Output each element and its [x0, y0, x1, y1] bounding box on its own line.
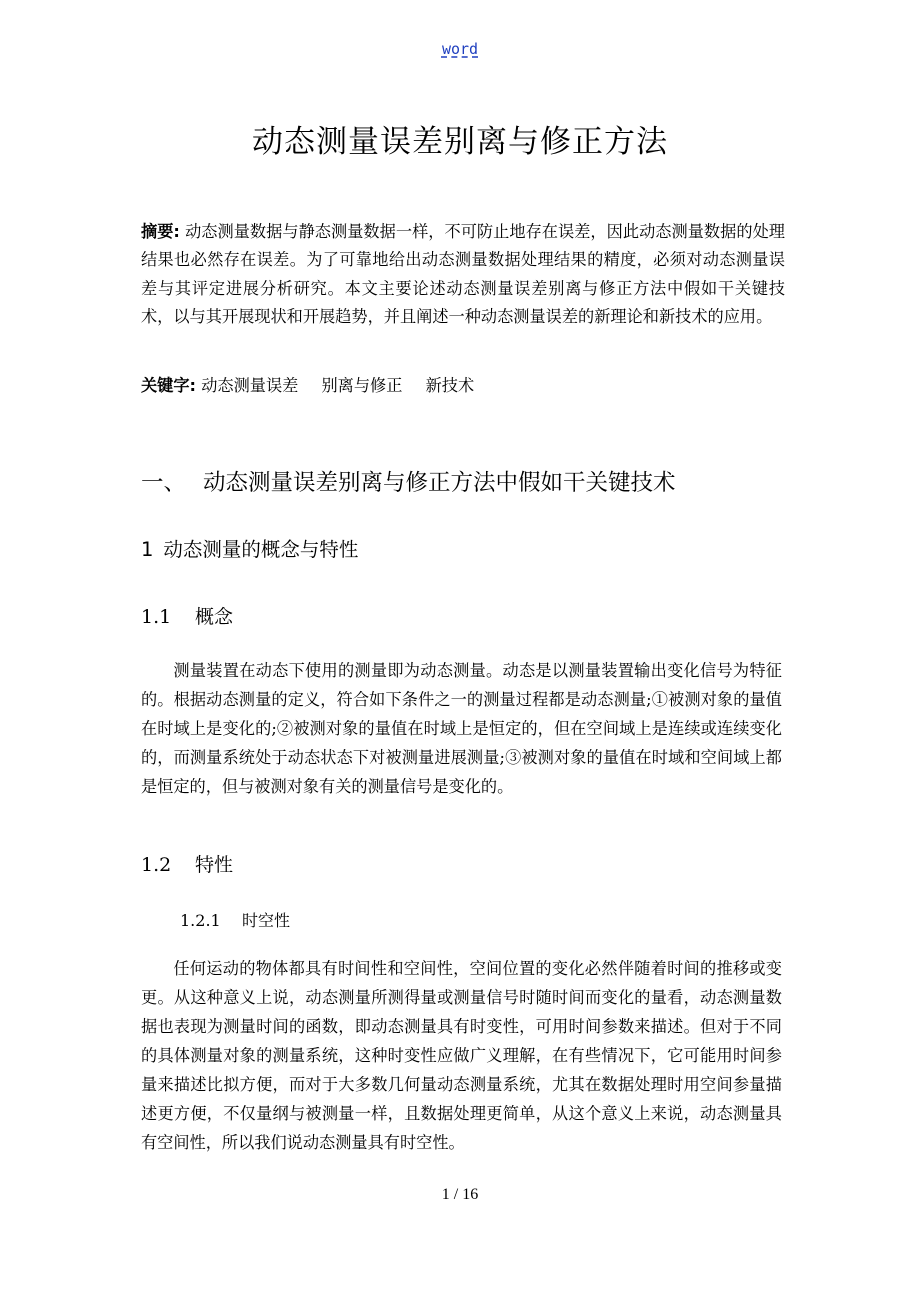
subsection-heading-1-2-1 — [180, 907, 290, 935]
document-title: 动态测量误差别离与修正方法 — [252, 124, 668, 160]
subsection-title: 动态测量的概念与特性 — [163, 538, 359, 561]
subsection-number: 1 — [141, 538, 154, 561]
subsection-number: 1.2.1 — [180, 911, 221, 930]
spacetime-paragraph: 任何运动的物体都具有时间性和空间性，空间位置的变化必然伴随着时间的推移或变更。从这种意义上说，动态测量所测得量或测量信号时随时间而变化的量看，动态测量数据也表现为测量时间的函数，即动态测量具有时变性，可用时间参数来描述。但对于不同的具体测量对象的测量系统，这种时变性应做广义理解，在有些情况下，它可能用时间参量来描述比拟方便，而对于大多数几何量动态测量系统，尤其在数据处理时用空间参量描述更方便，不仅量纲与被测量一样，且数据处理更简单，从这个意义上来说，动态测量具有空间性，所以我们说动态测量具有时空性。 — [141, 959, 782, 1152]
keywords-block — [141, 372, 785, 400]
abstract-label: 摘要: — [141, 222, 180, 241]
subsection-heading-1-2 — [141, 850, 233, 880]
concept-paragraph: 测量装置在动态下使用的测量即为动态测量。动态是以测量装置输出变化信号为特征的。根据动态测量的定义，符合如下条件之一的测量过程都是动态测量;①被测对象的量值在时域上是变化的;②被测对象的量值在时域上是恒定的，但在空间域上是连续或连续变化的，而测量系统处于动态状态下对被测量进展测量;③被测对象的量值在时域和空间域上都是恒定的，但与被测对象有关的测量信号是变化的。 — [141, 661, 782, 796]
section-heading-1 — [141, 467, 841, 499]
page-indicator: 1 / 16 — [441, 1186, 479, 1203]
keyword-item: 新技术 — [425, 376, 475, 395]
subsection-number: 1.1 — [141, 606, 172, 628]
subsection-title: 时空性 — [242, 911, 291, 930]
section-title: 动态测量误差别离与修正方法中假如干关键技术 — [203, 470, 676, 496]
subsection-title: 概念 — [195, 606, 234, 628]
keywords-label: 关键字: — [141, 376, 197, 395]
header-word-link[interactable]: word — [441, 40, 479, 58]
subsection-heading-1-1 — [141, 602, 233, 632]
abstract-block — [141, 218, 785, 332]
section-number: 一、 — [141, 470, 187, 496]
abstract-text: 动态测量数据与静态测量数据一样，不可防止地存在误差，因此动态测量数据的处理结果也必然存在误差。为了可靠地给出动态测量数据处理结果的精度，必须对动态测量误差与其评定进展分析研究。本文主要论述动态测量误差别离与修正方法中假如干关键技术，以与其开展现状和开展趋势，并且阐述一种动态测量误差的新理论和新技术的应用。 — [141, 222, 785, 327]
subsection-number: 1.2 — [141, 854, 172, 876]
subsection-title: 特性 — [195, 854, 234, 876]
subsection-heading-1 — [141, 535, 358, 565]
keyword-item: 别离与修正 — [321, 376, 403, 395]
keyword-item: 动态测量误差 — [201, 376, 299, 395]
